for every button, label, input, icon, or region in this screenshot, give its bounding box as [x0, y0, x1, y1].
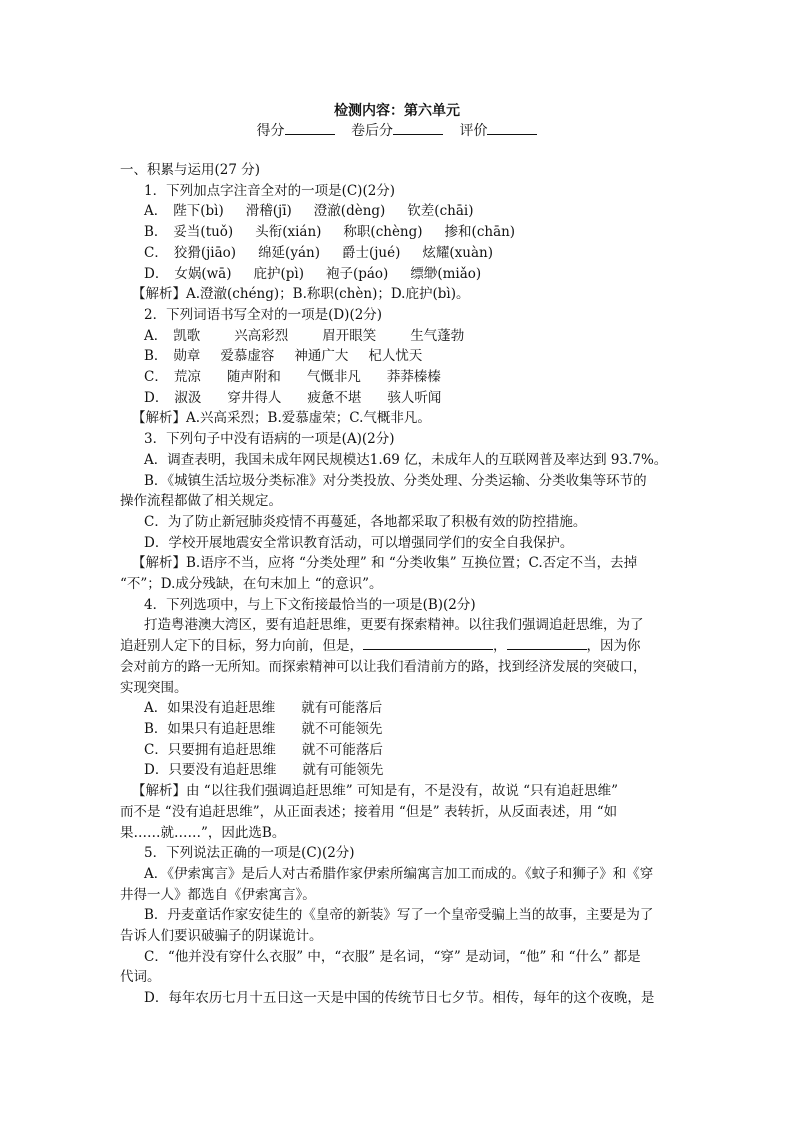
option-item: 钦差(chāi)	[407, 203, 474, 220]
option-item: 疲惫不堪	[307, 389, 362, 406]
option-item: 如果只有追赶思维	[167, 720, 276, 737]
option-item: 骇人听闻	[387, 389, 442, 406]
option-text: A．《伊索寓言》是后人对古希腊作家伊索所编寓言加工而成的。《蚊子和狮子》和《穿	[144, 865, 654, 882]
option-item: 陛下(bì)	[173, 203, 224, 220]
option-row	[120, 264, 680, 285]
after-score-field	[351, 123, 443, 139]
option-text-cont: 井得一人》都选自《伊索寓言》。	[120, 886, 316, 903]
option-item: 庇护(pì)	[253, 265, 304, 282]
option-row	[120, 346, 680, 367]
option-label: A．	[144, 327, 168, 344]
option-item: 爱慕虚容	[220, 348, 275, 365]
after-score-blank	[393, 122, 443, 135]
option-item: 神通广大	[294, 348, 349, 365]
option-item: 勋章	[173, 348, 201, 365]
option-text: D．学校开展地震安全常识教育活动，可以增强同学们的安全自我保护。	[144, 534, 574, 551]
option-label: C．	[144, 741, 168, 758]
option-item: 就不可能领先	[301, 720, 383, 737]
option-text-cont: 操作流程都做了相关规定。	[120, 493, 282, 510]
option-item: 缥缈(miǎo)	[410, 265, 482, 282]
option-text: C．“他并没有穿什么衣服” 中，“衣服” 是名词，“穿” 是动词，“他” 和 “什么” 都是	[144, 948, 641, 965]
option-item: 炫耀(xuàn)	[422, 244, 493, 261]
passage-fragment: ，因为你	[586, 638, 641, 655]
option-item: 爵士(jué)	[341, 244, 401, 261]
option-text-cont: 告诉人们要识破骗子的阴谋诡计。	[120, 928, 323, 945]
score-line	[0, 120, 794, 140]
question-stem: 4．下列选项中，与上下文衔接最恰当的一项是(B)(2分)	[144, 596, 476, 613]
option-item: 生气蓬勃	[410, 327, 465, 344]
option-item: 眉开眼笑	[322, 327, 377, 344]
option-item: 淑汲	[174, 389, 202, 406]
option-row	[120, 326, 680, 347]
option-item: 兴高彩烈	[234, 327, 289, 344]
option-text: B．丹麦童话作家安徒生的《皇帝的新装》写了一个皇帝受骗上当的故事，主要是为了	[144, 907, 654, 924]
page-title: 检测内容：第六单元	[334, 103, 460, 119]
passage-fragment: 追赶别人定下的目标，努力向前，但是，	[120, 638, 363, 655]
option-item: 绵延(yán)	[258, 244, 320, 261]
passage-text	[120, 636, 680, 657]
score-label: 得分	[256, 123, 285, 139]
question-stem: 2．下列词语书写全对的一项是(D)(2分)	[144, 306, 383, 323]
analysis-text-cont: 而不是 “没有追赶思维”，从正面表述；接着用 “但是” 表转折，从反面表述，用 “如	[120, 803, 618, 820]
evaluation-blank	[487, 122, 537, 135]
option-label: C．	[144, 369, 168, 386]
evaluation-field	[459, 123, 537, 139]
fill-blank	[363, 636, 493, 650]
score-field	[257, 123, 335, 139]
option-item: 荒凉	[173, 369, 201, 386]
option-item: 穿井得人	[227, 389, 282, 406]
option-row	[120, 367, 680, 388]
fill-blank	[507, 636, 587, 650]
option-item: 只要没有追赶思维	[168, 762, 277, 779]
option-label: D．	[144, 265, 169, 282]
analysis-text-cont: “不”；D.成分残缺，在句末加上 “的意识”。	[120, 576, 383, 593]
option-item: 随声附和	[226, 369, 281, 386]
option-row	[120, 698, 680, 719]
analysis-text: 【解析】A.澄澈(chéng)；B.称职(chèn)；D.庇护(bì)。	[132, 286, 470, 303]
option-label: B．	[144, 224, 168, 241]
passage-fragment: ，	[493, 638, 507, 655]
option-label: D．	[144, 762, 169, 779]
option-row	[120, 201, 680, 222]
option-item: 澄澈(dèng)	[313, 203, 386, 220]
option-item: 如果没有追赶思维	[167, 700, 276, 717]
option-row	[120, 222, 680, 243]
question-stem: 1．下列加点字注音全对的一项是(C)(2分)	[144, 182, 396, 199]
option-text: B．《城镇生活垃圾分类标准》对分类投放、分类处理、分类运输、分类收集等环节的	[144, 472, 647, 489]
option-item: 莽莽榛榛	[386, 369, 441, 386]
question-stem: 3．下列句子中没有语病的一项是(A)(2分)	[144, 431, 395, 448]
option-label: B．	[144, 720, 168, 737]
option-text-cont: 代词。	[120, 969, 161, 986]
after-score-label: 卷后分	[351, 123, 393, 139]
option-label: C．	[144, 244, 168, 261]
option-item: 就不可能落后	[301, 741, 383, 758]
score-blank	[285, 122, 335, 135]
option-item: 气慨非凡	[306, 369, 361, 386]
option-item: 只要拥有追赶思维	[167, 741, 276, 758]
passage-text: 会对前方的路一无所知。而探索精神可以让我们看清前方的路，找到经济发展的突破口，	[120, 658, 647, 675]
option-item: 妥当(tuǒ)	[173, 224, 234, 241]
option-item: 头衔(xián)	[255, 224, 322, 241]
analysis-text-cont: 果……就……”，因此选B。	[120, 824, 286, 841]
option-row	[120, 243, 680, 264]
option-item: 滑稽(jī)	[245, 203, 292, 220]
analysis-text: 【解析】B.语序不当，应将 “分类处理” 和 “分类收集” 互换位置；C.否定不当，去掉	[132, 555, 638, 572]
option-item: 称职(chèng)	[343, 224, 423, 241]
exam-content	[120, 160, 680, 1009]
analysis-text: 【解析】A.兴高采烈；B.爱慕虚荣；C.气概非凡。	[132, 410, 431, 427]
option-label: A．	[144, 203, 168, 220]
option-label: A．	[144, 700, 168, 717]
option-row	[120, 740, 680, 761]
option-item: 袍子(páo)	[325, 265, 389, 282]
passage-text: 实现突围。	[120, 679, 188, 696]
option-row	[120, 760, 680, 781]
passage-text: 打造粤港澳大湾区，要有追赶思维，更要有探索精神。以往我们强调追赶思维，为了	[144, 617, 644, 634]
section-title: 一、积累与运用(27 分)	[120, 162, 261, 178]
option-item: 凯歌	[173, 327, 201, 344]
option-item: 就有可能落后	[301, 700, 383, 717]
option-row	[120, 719, 680, 740]
option-label: B．	[144, 348, 168, 365]
option-label: D．	[144, 389, 169, 406]
option-item: 女娲(wā)	[174, 265, 232, 282]
option-text: A．调查表明，我国未成年网民规模达1.69 亿，未成年人的互联网普及率达到 93.7%。	[144, 451, 668, 468]
option-item: 狡猾(jiāo)	[173, 244, 237, 261]
question-stem: 5．下列说法正确的一项是(C)(2分)	[144, 845, 355, 862]
evaluation-label: 评价	[459, 123, 488, 139]
option-text: C．为了防止新冠肺炎疫情不再蔓延，各地都采取了积极有效的防控措施。	[144, 513, 587, 530]
option-text: D．每年农历七月十五日这一天是中国的传统节日七夕节。相传，每年的这个夜晚，是	[144, 990, 655, 1007]
option-item: 掺和(chān)	[444, 224, 516, 241]
analysis-text: 【解析】由 “以往我们强调追赶思维” 可知是有，不是没有，故说 “只有追赶思维”	[132, 783, 618, 800]
option-item: 就有可能领先	[302, 762, 384, 779]
option-row	[120, 388, 680, 409]
option-item: 杞人忧天	[368, 348, 423, 365]
